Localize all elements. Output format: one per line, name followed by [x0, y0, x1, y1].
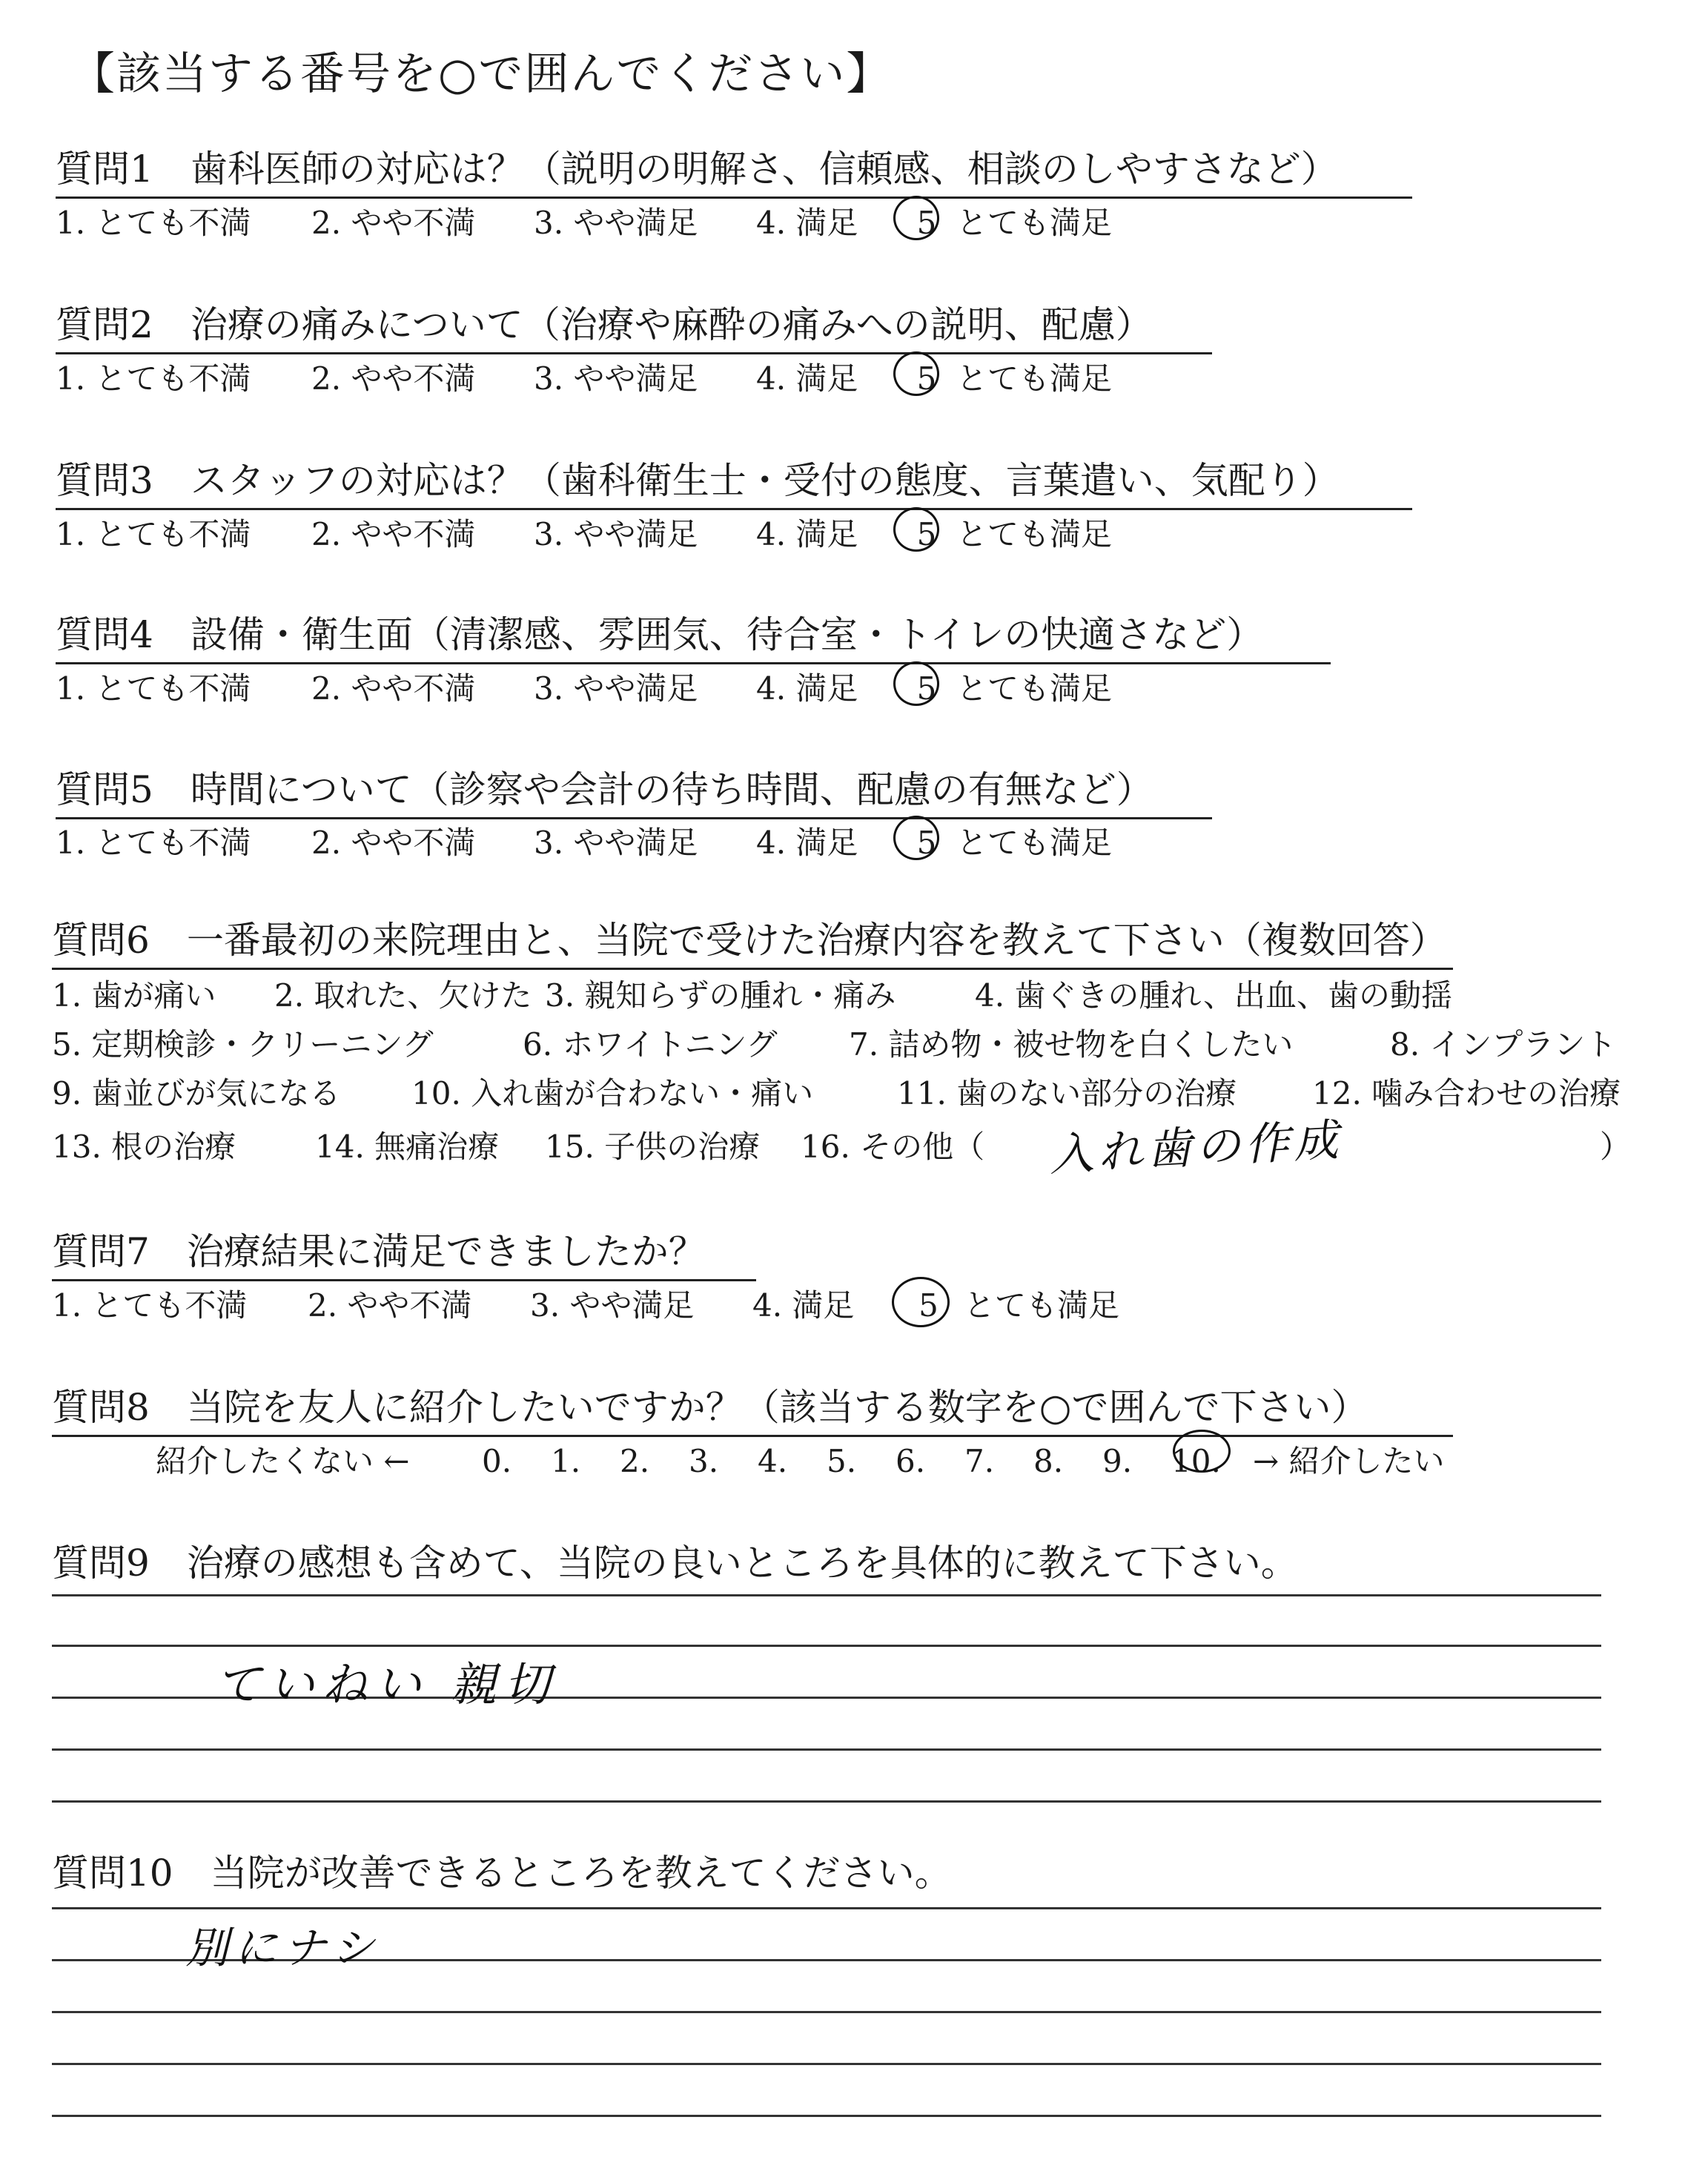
q4-option-2[interactable]: 2. やや不満: [311, 670, 476, 707]
question-4-options: [56, 664, 1112, 709]
q6-option-3[interactable]: 3. 親知らずの腫れ・痛み: [545, 977, 896, 1014]
question-4-text: 設備・衛生面（清潔感、雰囲気、待合室・トイレの快適さなど）: [190, 613, 1264, 656]
question-7-heading: [52, 1222, 756, 1275]
q8-option-5[interactable]: 5.: [827, 1443, 857, 1479]
question-3-text: スタッフの対応は？（歯科衛生士・受付の態度、言葉遣い、気配り）: [190, 459, 1340, 502]
q7-option-4[interactable]: 4. 満足: [752, 1287, 855, 1324]
page-title: 【該当する番号を○で囲んでください】: [70, 48, 893, 100]
q7-option-5-label: とても満足: [964, 1287, 1120, 1324]
q9-answer-line-1: [52, 1594, 1601, 1596]
q8-option-7[interactable]: 7.: [964, 1443, 995, 1479]
q7-option-5-selected[interactable]: 5: [918, 1287, 939, 1324]
q6-option-16[interactable]: 16. その他（: [801, 1129, 985, 1165]
question-1-heading: [56, 139, 1412, 193]
q5-option-4[interactable]: 4. 満足: [756, 825, 858, 861]
q6-other-close-paren: ）: [1600, 1129, 1632, 1165]
question-9-label: 質問9: [52, 1542, 150, 1585]
q8-option-9[interactable]: 9.: [1102, 1443, 1133, 1479]
q6-option-10[interactable]: 10. 入れ歯が合わない・痛い: [411, 1075, 814, 1112]
q4-option-3[interactable]: 3. やや満足: [534, 670, 698, 707]
q2-option-3[interactable]: 3. やや満足: [534, 360, 698, 397]
q8-right-label: → 紹介したい: [1253, 1443, 1445, 1479]
q6-option-5[interactable]: 5. 定期検診・クリーニング: [52, 1026, 434, 1063]
q2-option-5-selected[interactable]: 5: [916, 360, 937, 397]
question-1-label: 質問1: [56, 148, 153, 191]
q4-option-5-selected[interactable]: 5: [916, 670, 937, 707]
question-6-heading: [52, 911, 1453, 964]
q2-option-1[interactable]: 1. とても不満: [56, 360, 251, 397]
q1-option-2[interactable]: 2. やや不満: [311, 205, 476, 241]
q2-answer-circle: [893, 351, 939, 396]
question-4-label: 質問4: [56, 613, 153, 656]
q6-option-7[interactable]: 7. 詰め物・被せ物を白くしたい: [849, 1026, 1294, 1063]
question-10-label: 質問10: [52, 1852, 173, 1895]
question-5-heading: [56, 760, 1212, 813]
question-10-text: 当院が改善できるところを教えてください。: [210, 1852, 952, 1895]
question-3-label: 質問3: [56, 459, 153, 502]
q6-other-answer-handwriting[interactable]: 入れ歯の作成: [1047, 1114, 1344, 1182]
q6-option-11[interactable]: 11. 歯のない部分の治療: [897, 1075, 1237, 1112]
q3-option-5-selected[interactable]: 5: [916, 516, 937, 552]
q7-answer-circle: [892, 1277, 950, 1327]
question-8-label: 質問8: [52, 1386, 150, 1429]
question-1-options: [56, 199, 1112, 243]
q6-option-9[interactable]: 9. 歯並びが気になる: [52, 1075, 341, 1112]
q8-option-1[interactable]: 1.: [551, 1443, 581, 1479]
question-6-row-3: [52, 1069, 1621, 1114]
q10-answer-line-5: [52, 2115, 1601, 2117]
q3-option-1[interactable]: 1. とても不満: [56, 516, 251, 552]
question-5-text: 時間について（診察や会計の待ち時間、配慮の有無など）: [190, 768, 1153, 811]
q2-option-4[interactable]: 4. 満足: [756, 360, 858, 397]
question-5-options: [56, 819, 1112, 863]
question-4-heading: [56, 605, 1331, 658]
q8-option-3[interactable]: 3.: [689, 1443, 719, 1479]
q8-option-8[interactable]: 8.: [1033, 1443, 1064, 1479]
question-7-options: [52, 1281, 1119, 1326]
q8-option-2[interactable]: 2.: [620, 1443, 650, 1479]
q6-option-1[interactable]: 1. 歯が痛い: [52, 977, 216, 1014]
q8-left-label: 紹介したくない ←: [156, 1443, 410, 1479]
q1-option-3[interactable]: 3. やや満足: [534, 205, 698, 241]
q3-option-4[interactable]: 4. 満足: [756, 516, 858, 552]
q4-option-4[interactable]: 4. 満足: [756, 670, 858, 707]
q5-option-3[interactable]: 3. やや満足: [534, 825, 698, 861]
question-7-label: 質問7: [52, 1230, 150, 1273]
q10-answer-handwriting[interactable]: 別にナシ: [185, 1923, 380, 1973]
question-6-row-4: [52, 1123, 984, 1167]
q6-option-4[interactable]: 4. 歯ぐきの腫れ、出血、歯の動揺: [975, 977, 1452, 1014]
question-6-row-2: [52, 1020, 1616, 1065]
question-2-options: [56, 354, 1112, 399]
q3-option-3[interactable]: 3. やや満足: [534, 516, 698, 552]
q5-option-5-label: とても満足: [956, 825, 1113, 861]
question-8-text: 当院を友人に紹介したいですか？（該当する数字を○で囲んで下さい）: [186, 1386, 1368, 1429]
q6-option-13[interactable]: 13. 根の治療: [52, 1129, 236, 1165]
question-2-heading: [56, 295, 1212, 349]
q1-option-1[interactable]: 1. とても不満: [56, 205, 251, 241]
q4-option-5-label: とても満足: [956, 670, 1113, 707]
question-5-label: 質問5: [56, 768, 153, 811]
q8-option-6[interactable]: 6.: [896, 1443, 926, 1479]
question-3-heading: [56, 451, 1412, 504]
question-3-options: [56, 510, 1112, 555]
question-2-text: 治療の痛みについて（治療や麻酔の痛みへの説明、配慮）: [190, 303, 1153, 346]
q4-answer-circle: [893, 661, 939, 706]
question-8-heading: [52, 1378, 1453, 1431]
q7-option-2[interactable]: 2. やや不満: [308, 1287, 472, 1324]
question-6-text: 一番最初の来院理由と、当院で受けた治療内容を教えて下さい（複数回答）: [186, 919, 1447, 962]
q7-option-1[interactable]: 1. とても不満: [52, 1287, 248, 1324]
q6-option-6[interactable]: 6. ホワイトニング: [523, 1026, 778, 1063]
q9-answer-line-4: [52, 1748, 1601, 1751]
question-1-text: 歯科医師の対応は？（説明の明解さ、信頼感、相談のしやすさなど）: [190, 148, 1338, 191]
q1-option-5-label: とても満足: [956, 205, 1113, 241]
q6-option-8[interactable]: 8. インプラント: [1390, 1026, 1617, 1063]
q1-option-4[interactable]: 4. 満足: [756, 205, 858, 241]
question-6-label: 質問6: [52, 919, 150, 962]
q6-option-15[interactable]: 15. 子供の治療: [545, 1129, 761, 1165]
q5-option-5-selected[interactable]: 5: [916, 825, 937, 861]
q1-option-5-selected[interactable]: 5: [916, 205, 937, 241]
q8-answer-circle: [1173, 1430, 1231, 1473]
q1-answer-circle: [893, 196, 939, 240]
q10-answer-line-3: [52, 2011, 1601, 2013]
question-8-scale: [156, 1437, 1445, 1482]
q7-option-3[interactable]: 3. やや満足: [530, 1287, 695, 1324]
question-7-text: 治療結果に満足できましたか？: [186, 1230, 706, 1273]
question-2-label: 質問2: [56, 303, 153, 346]
q10-answer-line-1: [52, 1907, 1601, 1909]
q6-option-2[interactable]: 2. 取れた、欠けた: [274, 977, 532, 1014]
q6-option-12[interactable]: 12. 噛み合わせの治療: [1312, 1075, 1621, 1112]
q3-option-5-label: とても満足: [956, 516, 1113, 552]
q3-option-2[interactable]: 2. やや不満: [311, 516, 476, 552]
q8-option-10-selected[interactable]: 10.: [1171, 1443, 1221, 1479]
q4-option-1[interactable]: 1. とても不満: [56, 670, 251, 707]
question-10-heading: [52, 1843, 952, 1897]
q8-option-0[interactable]: 0.: [482, 1443, 512, 1479]
question-9-heading: [52, 1533, 1298, 1587]
q8-option-4[interactable]: 4.: [758, 1443, 788, 1479]
q2-option-5-label: とても満足: [956, 360, 1113, 397]
q10-answer-line-4: [52, 2063, 1601, 2065]
q5-answer-circle: [893, 816, 939, 860]
q5-option-2[interactable]: 2. やや不満: [311, 825, 476, 861]
q9-answer-handwriting[interactable]: ていねい 親切: [215, 1657, 557, 1711]
question-9-text: 治療の感想も含めて、当院の良いところを具体的に教えて下さい。: [186, 1542, 1298, 1585]
q5-option-1[interactable]: 1. とても不満: [56, 825, 251, 861]
q9-answer-line-5: [52, 1800, 1601, 1803]
q3-answer-circle: [893, 507, 939, 552]
q2-option-2[interactable]: 2. やや不満: [311, 360, 476, 397]
q6-option-14[interactable]: 14. 無痛治療: [315, 1129, 500, 1165]
q9-answer-line-2: [52, 1645, 1601, 1647]
question-6-row-1: [52, 971, 1452, 1016]
